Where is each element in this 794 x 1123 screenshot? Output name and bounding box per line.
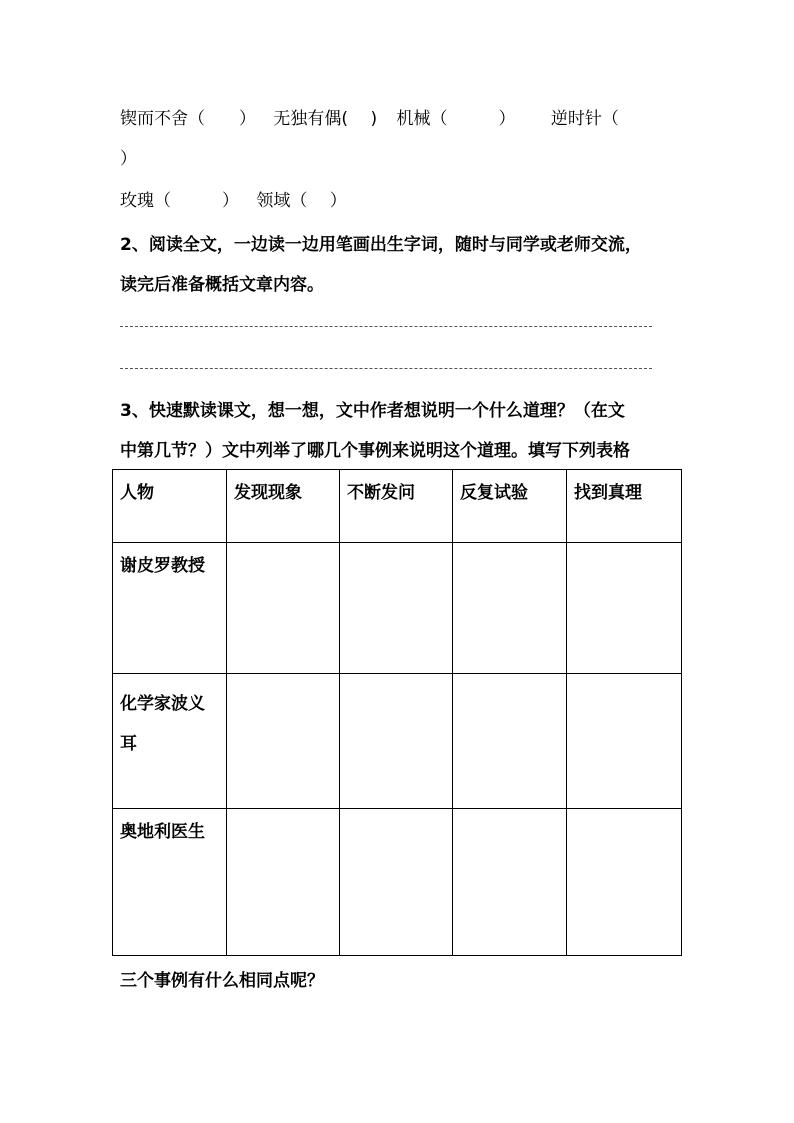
answer-cell[interactable] bbox=[567, 674, 682, 809]
answer-cell[interactable] bbox=[340, 674, 453, 809]
table-header-row bbox=[113, 470, 682, 543]
header-cell: 人物 bbox=[113, 470, 227, 543]
answer-cell[interactable] bbox=[567, 809, 682, 956]
vocab-item-5: 玫瑰（ ） bbox=[120, 191, 239, 211]
header-cell: 找到真理 bbox=[567, 470, 682, 543]
closing-question: 三个事例有什么相同点呢？ bbox=[120, 971, 324, 991]
answer-cell[interactable] bbox=[340, 809, 453, 956]
vocab-line-1-wrap: ） bbox=[120, 149, 137, 169]
person-cell: 奥地利医生 bbox=[113, 809, 227, 956]
question-2-line-2: 读完后准备概括文章内容。 bbox=[120, 275, 324, 295]
question-2-line-1: 2、阅读全文，一边读一边用笔画出生字词，随时与同学或老师交流， bbox=[120, 235, 642, 255]
vocab-item-6: 领域（ ） bbox=[256, 191, 347, 211]
vocab-item-2: 无独有偶( ) bbox=[273, 109, 378, 129]
vocab-item-1: 锲而不舍（ ） bbox=[120, 109, 256, 129]
header-cell: 发现现象 bbox=[227, 470, 340, 543]
answer-cell[interactable] bbox=[340, 543, 453, 674]
case-table bbox=[112, 469, 682, 956]
answer-cell[interactable] bbox=[227, 809, 340, 956]
header-cell: 反复试验 bbox=[453, 470, 567, 543]
vocab-line-1 bbox=[120, 108, 619, 130]
answer-line-1 bbox=[120, 326, 652, 327]
question-3-line-1: 3、快速默读课文，想一想，文中作者想说明一个什么道理？（在文 bbox=[120, 401, 625, 421]
answer-cell[interactable] bbox=[227, 674, 340, 809]
question-3-line-2: 中第几节？）文中列举了哪几个事例来说明这个道理。填写下列表格 bbox=[120, 441, 630, 461]
answer-cell[interactable] bbox=[453, 674, 567, 809]
person-cell: 化学家波义耳 bbox=[113, 674, 227, 809]
answer-cell[interactable] bbox=[453, 543, 567, 674]
answer-cell[interactable] bbox=[227, 543, 340, 674]
person-cell: 谢皮罗教授 bbox=[113, 543, 227, 674]
header-cell: 不断发问 bbox=[340, 470, 453, 543]
vocab-item-3: 机械（ ） bbox=[396, 109, 516, 129]
answer-cell[interactable] bbox=[567, 543, 682, 674]
answer-cell[interactable] bbox=[453, 809, 567, 956]
answer-line-2 bbox=[120, 368, 652, 369]
vocab-item-4: 逆时针（ bbox=[550, 109, 619, 129]
table-row bbox=[113, 674, 682, 809]
table-row bbox=[113, 809, 682, 956]
vocab-line-2 bbox=[120, 190, 347, 212]
table-row bbox=[113, 543, 682, 674]
